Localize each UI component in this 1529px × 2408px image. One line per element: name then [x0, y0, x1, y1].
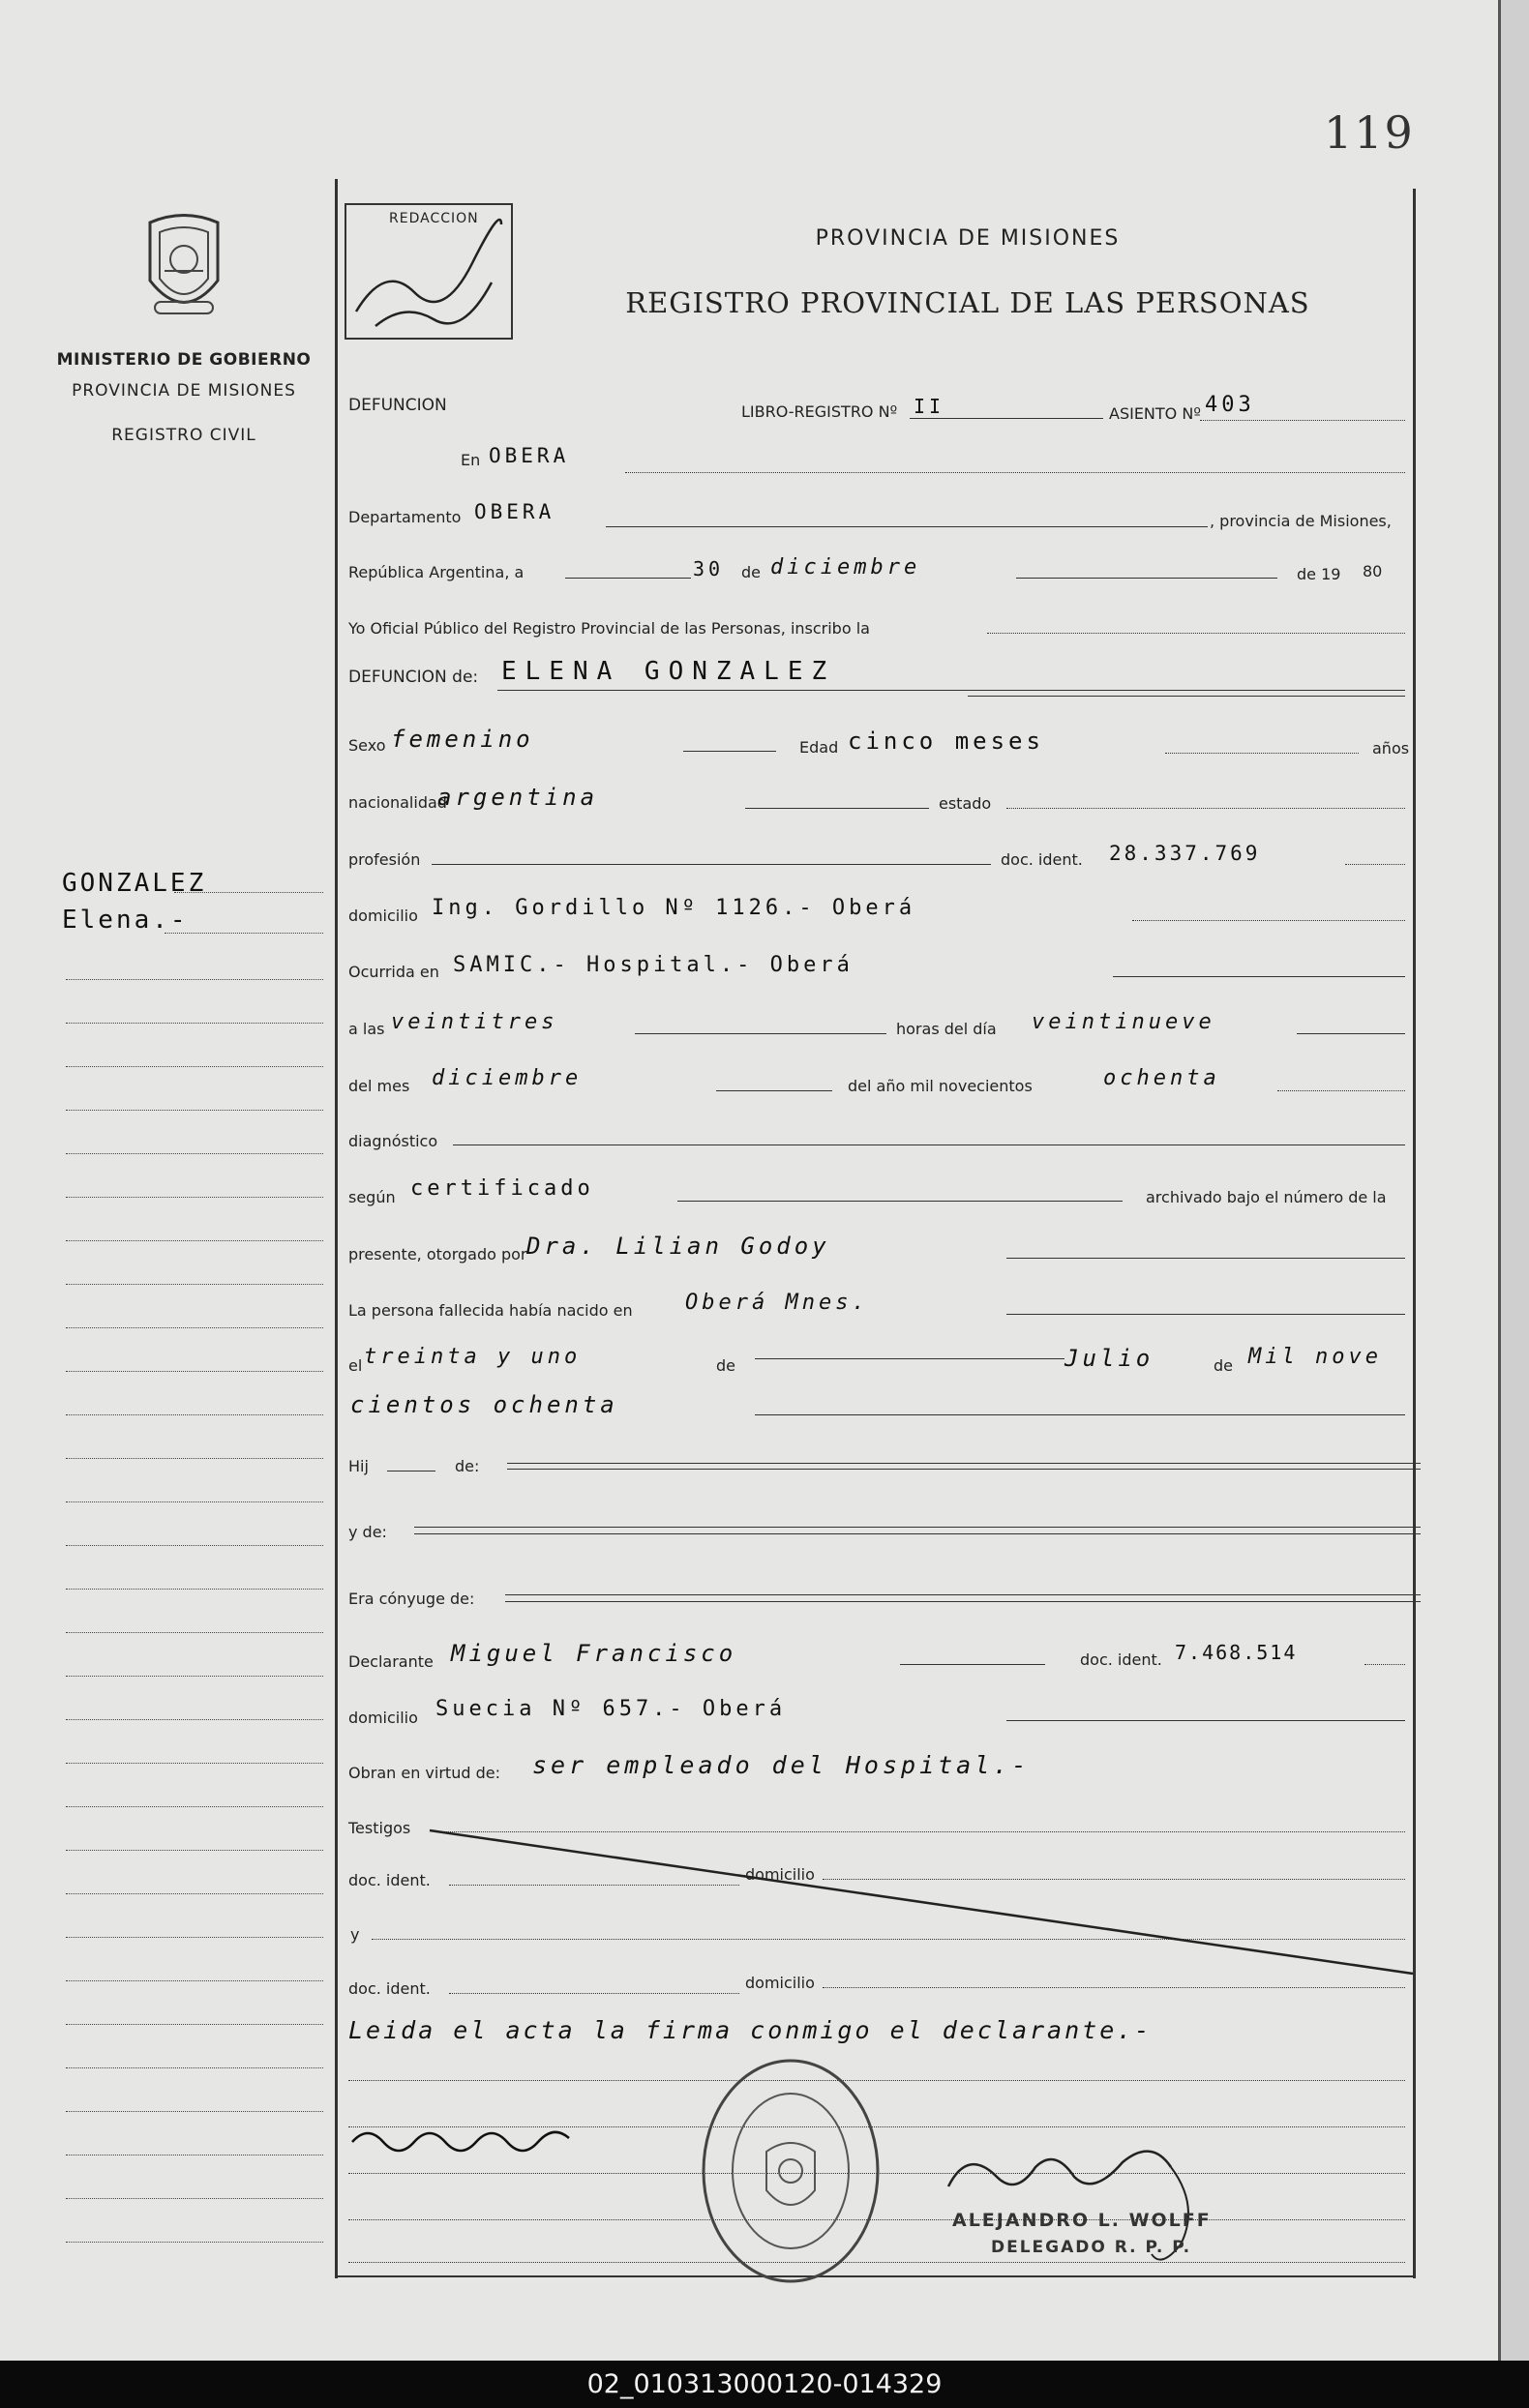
departamento-value: OBERA: [474, 500, 555, 523]
nacimiento-anio2: cientos ochenta: [350, 1391, 618, 1418]
oficial-text: Yo Oficial Público del Registro Provincial de las Personas, inscribo la: [348, 619, 870, 638]
fecha-anio: 80: [1363, 562, 1383, 580]
header-province: PROVINCIA DE MISIONES: [815, 226, 1121, 251]
redaccion-box: [345, 203, 513, 340]
provincia-suffix: , provincia de Misiones,: [1210, 512, 1392, 530]
en-label: En: [461, 451, 481, 469]
nacimiento-de2: de: [1214, 1356, 1233, 1375]
nacimiento-de1: de: [716, 1356, 735, 1375]
anio-value: ochenta: [1103, 1066, 1220, 1090]
image-identifier-footer: 02_010313000120-014329: [0, 2361, 1529, 2408]
otorgado-value: Dra. Lilian Godoy: [526, 1233, 830, 1260]
libro-label: LIBRO-REGISTRO Nº: [741, 402, 898, 421]
declarante-value: Miguel Francisco: [451, 1640, 737, 1667]
ministry-label: MINISTERIO DE GOBIERNO: [56, 350, 312, 370]
y-de-label: y de:: [348, 1523, 387, 1541]
testigo-y-label: y: [350, 1925, 360, 1944]
edad-value: cinco meses: [848, 728, 1044, 755]
fecha-mes: diciembre: [770, 555, 921, 580]
declarante-doc-value: 7.468.514: [1175, 1641, 1298, 1664]
nacido-label: La persona fallecida había nacido en: [348, 1301, 633, 1320]
diagnostico-label: diagnóstico: [348, 1132, 438, 1150]
header-title: REGISTRO PROVINCIAL DE LAS PERSONAS: [625, 286, 1310, 319]
asiento-label: ASIENTO Nº: [1109, 404, 1201, 423]
doc-ident-value: 28.337.769: [1109, 842, 1261, 865]
a-las-label: a las: [348, 1020, 385, 1038]
el-label: el: [348, 1356, 363, 1375]
archivado-label: archivado bajo el número de la: [1146, 1188, 1387, 1206]
book-binding-edge: [1498, 0, 1529, 2361]
domicilio-label: domicilio: [348, 907, 418, 925]
nacionalidad-value: argentina: [437, 784, 599, 811]
declarante-label: Declarante: [348, 1652, 434, 1671]
segun-value: certificado: [410, 1176, 594, 1201]
en-value: OBERA: [489, 444, 570, 467]
horas-label: horas del día: [896, 1020, 997, 1038]
entry-scribble: [348, 2119, 581, 2157]
mes-value: diciembre: [432, 1066, 583, 1090]
redaccion-handwriting: [346, 205, 511, 338]
libro-value: II: [914, 395, 945, 418]
edad-label: Edad: [799, 738, 839, 757]
leida-text: Leida el acta la firma conmigo el declarante.-: [348, 2016, 1153, 2044]
province-label: PROVINCIA DE MISIONES: [72, 381, 296, 401]
obran-value: ser empleado del Hospital.-: [532, 1751, 1031, 1779]
fecha-de-label: de: [741, 563, 761, 581]
testigos-cross-out: [426, 1819, 1490, 2012]
testigos-label: Testigos: [348, 1819, 411, 1837]
hij-label: Hij: [348, 1457, 369, 1475]
official-stamp-icon: [699, 2055, 883, 2287]
departamento-label: Departamento: [348, 508, 462, 526]
nacimiento-dia: treinta y uno: [364, 1345, 582, 1369]
profesion-label: profesión: [348, 850, 421, 869]
anos-label: años: [1372, 739, 1410, 758]
act-type-label: DEFUNCION: [348, 396, 447, 415]
segun-label: según: [348, 1188, 396, 1206]
signatory-name: ALEJANDRO L. WOLFF: [952, 2210, 1212, 2231]
margin-surname: GONZALEZ: [62, 869, 207, 898]
declarante-domicilio-value: Suecia Nº 657.- Oberá: [435, 1697, 787, 1721]
del-mes-label: del mes: [348, 1077, 410, 1095]
registry-label: REGISTRO CIVIL: [111, 426, 256, 445]
nacido-value: Oberá Mnes.: [685, 1291, 869, 1315]
page-number: 119: [1324, 106, 1415, 159]
doc-ident-label: doc. ident.: [1001, 850, 1083, 869]
testigo2-domicilio-label: domicilio: [745, 1974, 815, 1992]
coat-of-arms-icon: [135, 203, 232, 329]
fecha-anio-prefix: de 19: [1297, 565, 1341, 583]
republica-label: República Argentina, a: [348, 563, 525, 581]
asiento-value: 403: [1205, 393, 1255, 417]
fecha-dia: 30: [693, 557, 725, 580]
estado-label: estado: [939, 794, 992, 813]
domicilio-value: Ing. Gordillo Nº 1126.- Oberá: [432, 896, 916, 920]
fallecido-name: ELENA GONZALEZ: [501, 657, 836, 686]
a-las-value: veintitres: [391, 1010, 558, 1034]
nacimiento-mes: Julio: [1064, 1345, 1154, 1372]
testigo2-doc-label: doc. ident.: [348, 1979, 431, 1998]
testigo1-doc-label: doc. ident.: [348, 1871, 431, 1889]
signatory-title: DELEGADO R. P. P.: [991, 2238, 1192, 2257]
obran-label: Obran en virtud de:: [348, 1764, 500, 1782]
hij-de-label: de:: [455, 1457, 480, 1475]
margin-given-name: Elena.-: [62, 906, 189, 935]
declarante-doc-label: doc. ident.: [1080, 1650, 1162, 1669]
defuncion-de-label: DEFUNCION de:: [348, 668, 479, 687]
nacionalidad-label: nacionalidad: [348, 793, 447, 812]
sexo-value: femenino: [391, 726, 534, 753]
declarante-domicilio-label: domicilio: [348, 1709, 418, 1727]
del-anio-label: del año mil novecientos: [848, 1077, 1033, 1095]
dia-value: veintinueve: [1032, 1010, 1215, 1034]
redaccion-label: REDACCION: [389, 211, 479, 226]
sexo-label: Sexo: [348, 736, 386, 755]
left-margin-line: [335, 179, 338, 2278]
ocurrida-label: Ocurrida en: [348, 963, 439, 981]
ocurrida-value: SAMIC.- Hospital.- Oberá: [453, 953, 854, 977]
nacimiento-anio1: Mil nove: [1248, 1345, 1382, 1369]
testigo1-domicilio-label: domicilio: [745, 1865, 815, 1884]
presente-label: presente, otorgado por: [348, 1245, 527, 1263]
conyuge-label: Era cónyuge de:: [348, 1590, 475, 1608]
